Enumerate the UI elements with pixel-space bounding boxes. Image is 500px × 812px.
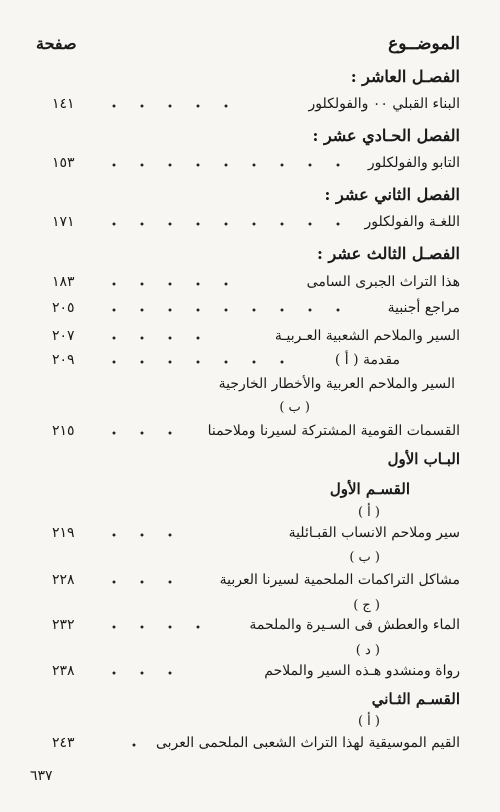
toc-entry-page: ٢٢٨ [52, 572, 75, 588]
part-heading: البـاب الأول [387, 450, 460, 468]
dot-leader [100, 360, 300, 364]
toc-entry-page: ٢٣٨ [52, 663, 75, 679]
dot-leader [100, 104, 240, 108]
toc-entry-page: ٢٠٧ [52, 328, 75, 344]
toc-entry-title: السير والملاحم العربية والأخطار الخارجية [218, 376, 455, 392]
toc-entry-title: القسمات القومية المشتركة لسيرنا وملاحمنا [207, 423, 460, 439]
chapter-heading: الفصل الحـادي عشر : [312, 126, 460, 145]
dot-leader [100, 336, 220, 340]
dot-leader [100, 308, 360, 312]
topic-column-heading: الموضــوع [388, 34, 460, 54]
toc-entry-title: التابو والفولكلور [367, 155, 460, 171]
dot-leader [100, 625, 200, 629]
toc-entry-page: ٢٠٥ [52, 300, 75, 316]
toc-subsection-marker: ( أ ) [357, 505, 380, 520]
toc-entry-title: هذا التراث الجبرى السامى [306, 274, 460, 290]
toc-subsection-marker: ( ج ) [353, 598, 380, 613]
toc-entry-page: ٢١٩ [52, 525, 75, 541]
toc-entry-title: مشاكل التراكمات الملحمية لسيرنا العربية [219, 572, 460, 588]
dot-leader [100, 671, 190, 675]
toc-entry-title: القيم الموسيقية لهذا التراث الشعبى الملحمى العربى [155, 735, 460, 751]
chapter-heading: الفصـل الثالث عشر : [317, 244, 460, 263]
toc-subsection-marker: ( أ ) [357, 714, 380, 729]
toc-entry-page: ١٥٣ [52, 155, 75, 171]
toc-entry-page: ١٨٣ [52, 274, 75, 290]
dot-leader [100, 580, 180, 584]
toc-entry-title: سير وملاحم الانساب القبـائلية [288, 525, 460, 541]
dot-leader [100, 163, 340, 167]
toc-entry-page: ٢٤٣ [52, 735, 75, 751]
toc-entry-title: اللغـة والفولكلور [364, 214, 460, 230]
section-heading: القسـم الأول [329, 480, 410, 498]
chapter-heading: الفصـل العاشر : [350, 67, 460, 86]
dot-leader [100, 533, 190, 537]
dot-leader [100, 222, 340, 226]
toc-subsection-marker: ( د ) [355, 643, 380, 658]
page-column-heading: صفحة [36, 34, 77, 53]
dot-leader [120, 743, 140, 747]
page-number: ٦٣٧ [30, 768, 53, 784]
toc-entry-page: ١٧١ [52, 214, 75, 230]
toc-entry-page: ٢١٥ [52, 423, 75, 439]
section-heading: القسـم الثـاني [371, 690, 460, 708]
dot-leader [100, 282, 230, 286]
toc-entry-title: السير والملاحم الشعبية العـربيـة [274, 328, 460, 344]
chapter-heading: الفصل الثاني عشر : [324, 185, 460, 204]
toc-entry-title: مراجع أجنبية [387, 300, 460, 316]
toc-entry-page: ٢٠٩ [52, 352, 75, 368]
toc-entry-page: ١٤١ [52, 96, 75, 112]
toc-entry-title: الماء والعطش فى السـيرة والملحمة [249, 617, 460, 633]
toc-entry-title: البناء القبلي ٠٠ والفولكلور [308, 96, 460, 112]
toc-entry-page: ٢٣٢ [52, 617, 75, 633]
toc-subsection-marker: ( ب ) [349, 550, 380, 565]
dot-leader [100, 431, 190, 435]
toc-entry-title: رواة ومنشدو هـذه السير والملاحم [264, 663, 460, 679]
toc-subsection-marker: ( ب ) [279, 400, 310, 415]
toc-entry-title: مقدمة ( أ ) [334, 352, 400, 368]
